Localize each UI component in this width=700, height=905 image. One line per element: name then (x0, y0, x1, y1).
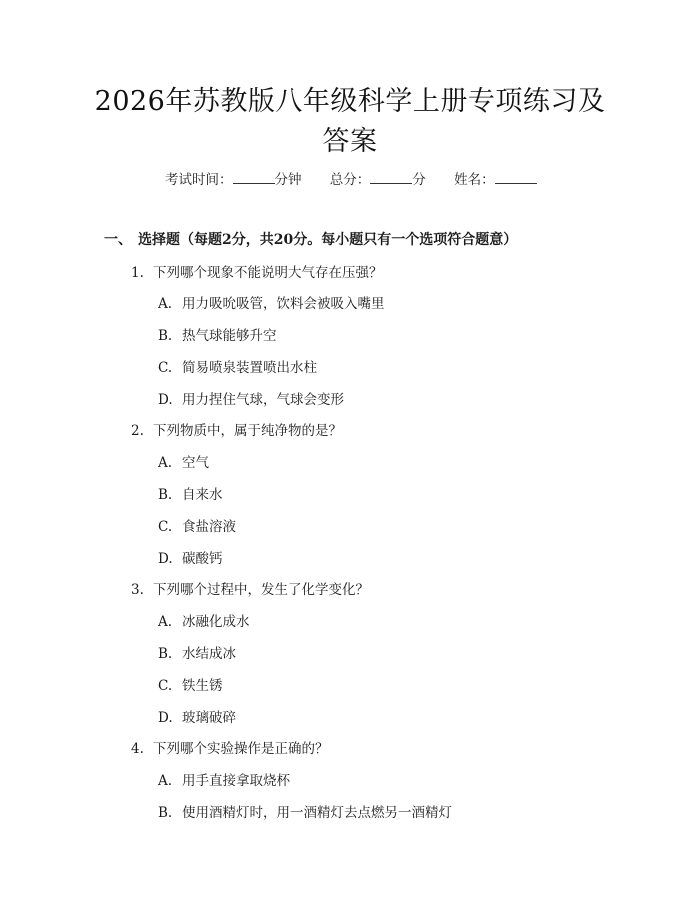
answer-option[interactable] (158, 769, 290, 789)
student-name-label: 姓名： (454, 172, 495, 188)
question-item (131, 578, 369, 598)
answer-option[interactable] (158, 706, 236, 726)
option-letter: D. (158, 551, 173, 567)
total-score-unit: 分 (412, 172, 426, 188)
question-number: 4. (131, 741, 144, 757)
option-text: 铁生锈 (182, 678, 223, 694)
option-letter: C. (158, 519, 173, 535)
total-score-blank[interactable] (370, 169, 412, 184)
option-text: 热气球能够升空 (182, 328, 277, 344)
option-text: 用手直接拿取烧杯 (182, 773, 290, 789)
answer-option[interactable] (158, 483, 223, 503)
option-text: 简易喷泉装置喷出水柱 (182, 360, 317, 376)
total-score-field (330, 168, 426, 188)
answer-option[interactable] (158, 388, 344, 408)
answer-option[interactable] (158, 451, 209, 471)
option-letter: D. (158, 710, 173, 726)
option-text: 玻璃破碎 (182, 710, 236, 726)
question-item (131, 261, 383, 281)
option-text: 用力吸吮吸管，饮料会被吸入嘴里 (182, 296, 385, 312)
answer-option[interactable] (158, 292, 385, 312)
option-letter: A. (158, 773, 173, 789)
question-item (131, 419, 342, 439)
exam-time-label: 考试时间： (165, 172, 233, 188)
option-letter: B. (158, 646, 173, 662)
question-number: 1. (131, 265, 144, 281)
option-text: 食盐溶液 (182, 519, 236, 535)
option-text: 自来水 (182, 487, 223, 503)
exam-info-line (165, 168, 561, 188)
option-text: 水结成冰 (182, 646, 236, 662)
answer-option[interactable] (158, 515, 236, 535)
option-letter: A. (158, 296, 173, 312)
answer-option[interactable] (158, 801, 452, 821)
answer-option[interactable] (158, 642, 236, 662)
total-score-label: 总分： (329, 172, 371, 188)
question-text: 下列物质中，属于纯净物的是？ (153, 423, 342, 439)
option-letter: B. (158, 328, 173, 344)
exam-time-unit: 分钟 (274, 172, 302, 188)
question-number: 3. (131, 582, 144, 598)
student-name-field (454, 168, 537, 188)
exam-time-blank[interactable] (233, 169, 275, 184)
page-title: 2026年苏教版八年级科学上册专项练习及答案 (94, 86, 606, 157)
option-letter: A. (158, 614, 173, 630)
option-letter: B. (158, 805, 173, 821)
option-text: 碳酸钙 (182, 551, 223, 567)
option-text: 使用酒精灯时，用一酒精灯去点燃另一酒精灯 (182, 805, 452, 821)
question-text: 下列哪个现象不能说明大气存在压强？ (153, 265, 383, 281)
exam-time-field (165, 168, 302, 188)
section-heading (104, 229, 517, 249)
answer-option[interactable] (158, 547, 223, 567)
option-letter: C. (158, 678, 173, 694)
option-letter: A. (158, 455, 173, 471)
question-text: 下列哪个实验操作是正确的？ (153, 741, 329, 757)
answer-option[interactable] (158, 356, 317, 376)
option-text: 冰融化成水 (182, 614, 250, 630)
student-name-blank[interactable] (495, 169, 537, 184)
section-heading-text: 选择题（每题2分，共20分。每小题只有一个选项符合题意） (138, 232, 518, 248)
option-text: 空气 (182, 455, 209, 471)
section-number: 一、 (104, 232, 132, 248)
question-item (131, 737, 329, 757)
answer-option[interactable] (158, 324, 277, 344)
question-number: 2. (131, 423, 144, 439)
option-letter: D. (158, 392, 173, 408)
option-text: 用力捏住气球，气球会变形 (182, 392, 344, 408)
answer-option[interactable] (158, 674, 223, 694)
answer-option[interactable] (158, 610, 250, 630)
option-letter: B. (158, 487, 173, 503)
question-text: 下列哪个过程中，发生了化学变化？ (153, 582, 369, 598)
option-letter: C. (158, 360, 173, 376)
